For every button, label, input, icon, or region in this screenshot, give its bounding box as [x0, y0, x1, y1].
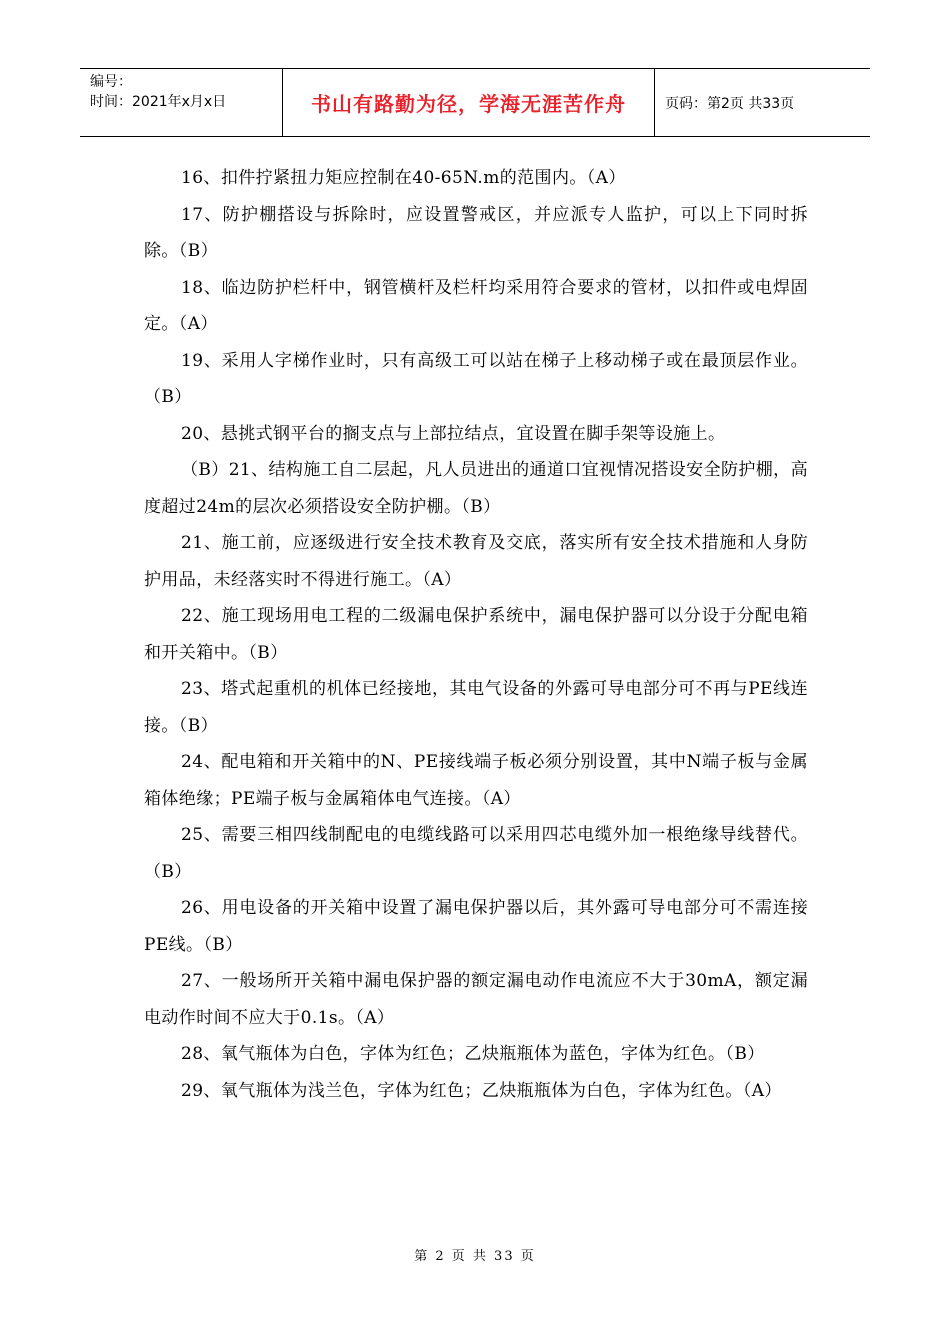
page-header	[80, 68, 870, 137]
document-body	[144, 160, 808, 1109]
question-28: 28、氧气瓶体为白色，字体为红色；乙炔瓶瓶体为蓝色，字体为红色。（B）	[181, 1044, 765, 1064]
question-22: 22、施工现场用电工程的二级漏电保护系统中，漏电保护器可以分设于分配电箱和开关箱中。（B）	[144, 606, 808, 663]
question-17: 17、防护棚搭设与拆除时，应设置警戒区，并应派专人监护，可以上下同时拆除。（B）	[144, 204, 808, 261]
number-label: 编号：	[90, 74, 132, 90]
page-code-text: 页码：第2页 共33页	[665, 95, 795, 112]
header-motto-cell	[282, 69, 655, 136]
question-19: 19、采用人字梯作业时，只有高级工可以站在梯子上移动梯子或在最顶层作业。（B）	[144, 350, 808, 407]
question-26: 26、用电设备的开关箱中设置了漏电保护器以后，其外露可导电部分可不需连接PE线。（B）	[144, 898, 808, 955]
header-meta	[80, 69, 282, 136]
question-16: 16、扣件拧紧扭力矩应控制在40-65N.m的范围内。（A）	[181, 168, 626, 188]
question-29: 29、氧气瓶体为浅兰色，字体为红色；乙炔瓶瓶体为白色，字体为红色。（A）	[181, 1080, 782, 1101]
question-25: 25、需要三相四线制配电的电缆线路可以采用四芯电缆外加一根绝缘导线替代。（B）	[144, 825, 808, 882]
header-page-code	[655, 69, 870, 136]
question-18: 18、临边防护栏杆中，钢管横杆及栏杆均采用符合要求的管材，以扣件或电焊固定。（A）	[144, 277, 808, 334]
time-label: 时间：2021年x月x日	[90, 94, 227, 110]
page-footer: 第 2 页 共 33 页	[414, 1249, 536, 1264]
question-23: 23、塔式起重机的机体已经接地，其电气设备的外露可导电部分可不再与PE线连接。（B）	[144, 679, 808, 736]
question-27: 27、一般场所开关箱中漏电保护器的额定漏电动作电流应不大于30mA，额定漏电动作时间不应大于0.1s。（A）	[144, 971, 808, 1028]
question-20: 20、悬挑式钢平台的搁支点与上部拉结点，宜设置在脚手架等设施上。	[181, 423, 726, 444]
motto-text: 书山有路勤为径，学海无涯苦作舟	[311, 92, 626, 116]
question-21-a: （B）21、结构施工自二层起，凡人员进出的通道口宜视情况搭设安全防护棚，高度超过24m的层次必须搭设安全防护棚。（B）	[144, 460, 808, 517]
question-24: 24、配电箱和开关箱中的N、PE接线端子板必须分别设置，其中N端子板与金属箱体绝缘；PE端子板与金属箱体电气连接。（A）	[144, 752, 808, 809]
question-21-b: 21、施工前，应逐级进行安全技术教育及交底，落实所有安全技术措施和人身防护用品，未经落实时不得进行施工。（A）	[144, 533, 808, 590]
